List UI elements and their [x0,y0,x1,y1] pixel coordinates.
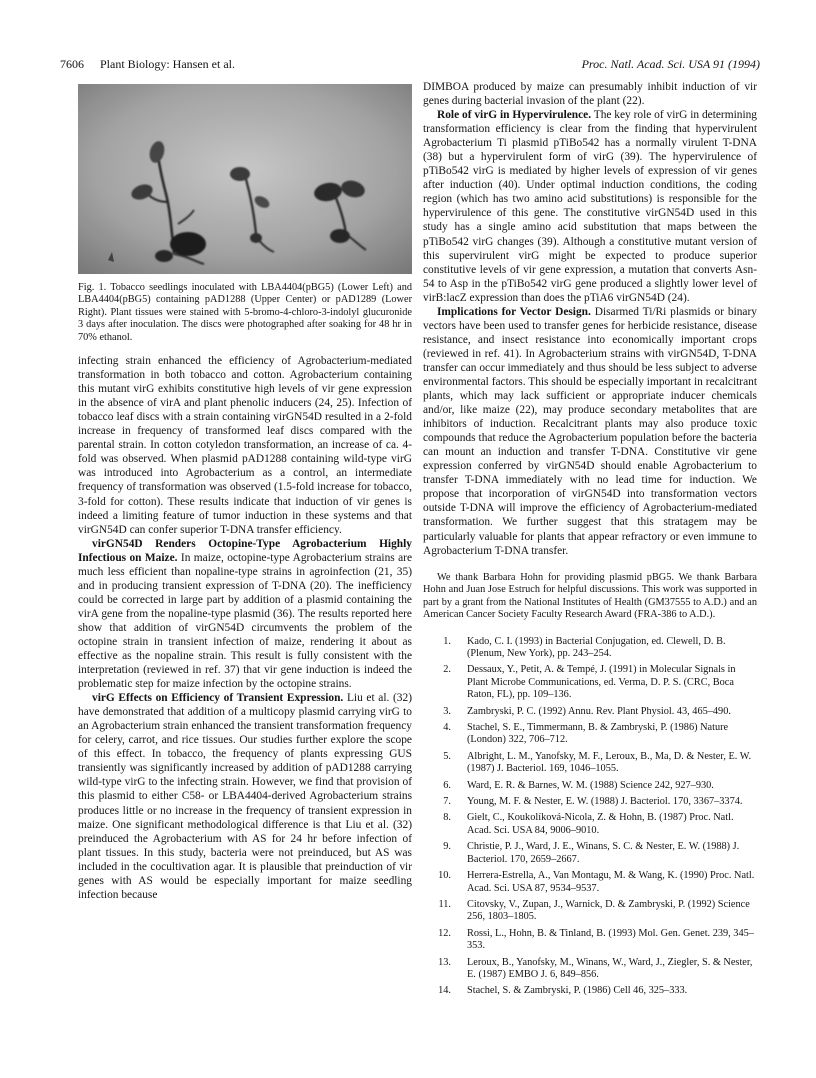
reference-number: 10. [438,870,451,882]
reference-text: Dessaux, Y., Petit, A. & Tempé, J. (1991) in Molecular Signals in Plant Microbe Communications, ed. Verma, D. P. S. (CRC, Boca Raton, FL), pp. 109–136. [467,664,736,701]
reference-item [423,928,757,953]
reference-number: 8. [443,812,451,824]
acknowledgment: We thank Barbara Hohn for providing plasmid pBG5. We thank Barbara Hohn and Juan Jose Estruch for helpful discussions. This work was supported in part by a grant from the National Institutes of Health (GM37555 to A.D.) and an American Cancer Society Faculty Research Award (FRA-386 to A.D.). [423,571,757,621]
reference-number: 11. [438,898,451,910]
section-body: The key role of virG in determining transformation efficiency is clear from the finding that hypervirulent Agrobacterium Ti plasmid pTiBo542 has a normally virulent T-DNA (38) but a hypervirulent form of virG (39). The hypervirulence of pTiBo542 virG is mediated by higher levels of expression of vir genes after induction (40). Under optimal induction conditions, the coding region (which has two amino acid substitutions) is responsible for the hypervirulence of this gene. The constitutive virGN54D used in this study has a single amino acid substitution that maps between the pTiBo542 virG changes (39). Although a constitutive mutant version of this supervirulent virG might be expected to produce superior constitutive levels of vir gene expression, a mutation that converts Asn-54 to Asp in the pTiBo542 virG gene produced a slightly lower level of virB:lacZ expression than does the pTiA6 virGN54D (24). [423,109,757,304]
reference-text: Stachel, S. E., Timmermann, B. & Zambryski, P. (1986) Nature (London) 322, 706–712. [467,722,729,746]
reference-item [423,722,757,747]
reference-number: 2. [443,664,451,676]
section-heading: Implications for Vector Design. [437,305,591,318]
reference-item [423,899,757,924]
page-header [60,56,760,72]
journal-citation: Proc. Natl. Acad. Sci. USA 91 (1994) [581,57,760,71]
reference-text: Gielt, C., Koukolíková-Nicola, Z. & Hohn, B. (1987) Proc. Natl. Acad. Sci. USA 84, 9006–9010. [467,812,734,836]
reference-number: 7. [443,796,451,808]
reference-item [423,664,757,701]
reference-number: 12. [438,927,451,939]
reference-item [423,870,757,895]
page-number: 7606 [60,57,84,71]
reference-text: Herrera-Estrella, A., Van Montagu, M. & Wang, K. (1990) Proc. Natl. Acad. Sci. USA 87, 9534–9537. [467,870,755,894]
reference-item [423,780,757,792]
section-body: Disarmed Ti/Ri plasmids or binary vectors have been used to transfer genes for herbicide resistance, disease resistance, and insect resistance into economically important crops (reviewed in ref. 41). In Agrobacterium strains with virGN54D, T-DNA transfer can occur immediately and thus should be less subject to adverse environmental factors. This should be especially important in recalcitrant plants, which may lack sufficient or appropriate inducer chemicals and/or, like maize (22), may produce secondary metabolites that are inhibitors of induction. Recalcitrant plants may also produce toxic compounds that reduce the Agrobacterium population before the bacteria can mount an induction and transfer T-DNA. Constitutive vir gene expression conferred by virGN54D should enable Agrobacterium to transfer T-DNA immediately with no lead time for induction. We propose that incorporation of virGN54D into transformation vectors outside T-DNA will improve the efficiency of Agrobacterium-mediated transformation. We further suggest that this stratagem may be particularly valuable for plants that appear refractory or even immune to Agrobacterium T-DNA transfer. [423,305,757,557]
reference-number: 6. [443,779,451,791]
figure-1-caption [78,282,412,344]
reference-number: 13. [438,956,451,968]
section-body: In maize, octopine-type Agrobacterium strains are much less efficient than nopaline-type strains in agroinfection (21, 35) and in producing transient expression of T-DNA (20). The inefficiency could be corrected in large part by addition of a plasmid containing the virA gene from the nopaline-type plasmid (36). The results reported here show that addition of virGN54D circumvents the problem of the octopine strain in transient infection of maize, rendering it about as effective as the nopaline strain. This result is fully consistent with the interpretation (reviewed in ref. 37) that vir gene induction is indeed the problematic step for maize infection by the octopine strains. [78,551,413,691]
reference-text: Ward, E. R. & Barnes, W. M. (1988) Science 242, 927–930. [467,779,714,791]
section-heading: virGN54D Renders Octopine-Type Agrobacterium Highly Infectious on Maize. [78,537,412,564]
reference-item [423,751,757,776]
section-vector-design [423,305,757,558]
reference-text: Citovsky, V., Zupan, J., Warnick, D. & Zambryski, P. (1992) Science 256, 1803–1805. [467,898,750,923]
reference-text: Rossi, L., Hohn, B. & Tinland, B. (1993) Mol. Gen. Genet. 239, 345–353. [467,927,754,952]
left-column [78,80,412,902]
section-heading: Role of virG in Hypervirulence. [437,109,592,122]
section-hypervirulence [423,108,757,305]
section-heading: virG Effects on Efficiency of Transient Expression. [92,692,344,705]
reference-number: 4. [443,722,451,734]
body-paragraph: DIMBOA produced by maize can presumably inhibit induction of vir genes during bacterial invasion of the plant (22). [423,81,757,108]
reference-item [423,957,757,982]
figure-caption-text: Tobacco seedlings inoculated with LBA4404(pBG5) (Lower Left) and LBA4404(pBG5) containing pAD1288 (Upper Center) or pAD1289 (Lower Right). Plant tissues were stained with 5-bromo-4-chloro-3-indolyl glucuronide 3 days after inoculation. The discs were photographed after soaking for 48 hr in 70% ethanol. [78,282,412,343]
section-octopine-maize [78,537,412,692]
reference-item [423,985,757,997]
reference-text: Albright, L. M., Yanofsky, M. F., Leroux, B., Ma, D. & Nester, E. W. (1987) J. Bacteriol. 169, 1046–1055. [467,750,752,775]
reference-text: Christie, P. J., Ward, J. E., Winans, S. C. & Nester, E. W. (1988) J. Bacteriol. 170, 2659–2667. [467,841,740,865]
reference-item [423,796,757,808]
seedlings-photograph [78,84,412,274]
reference-item [423,841,757,866]
body-paragraph: infecting strain enhanced the efficiency of Agrobacterium-mediated transformation in both tobacco and cotton. Agrobacterium containing this mutant virG exhibits constitutive high levels of vir gene expression in the absence of virA and plant phenolic inducers (24, 25). Infection of tobacco leaf discs with a strain containing virGN54D resulted in a 2-fold increase in frequency of transformed leaf discs compared with the parental strain. In cotton cotyledon transformation, an increase of ca. 4-fold was observed. When plasmid pAD1288 containing wild-type virG was introduced into Agrobacterium as a control, an intermediate frequency of transformation was observed (1.5-fold increase for tobacco, 3-fold for cotton). These results indicate that induction of vir genes is indeed a limiting feature of tumor induction in these systems and that virGN54D can confer superior T-DNA transfer efficiency. [78,355,412,536]
reference-text: Kado, C. I. (1993) in Bacterial Conjugation, ed. Clewell, D. B. (Plenum, New York), pp. 243–254. [467,635,726,659]
reference-text: Stachel, S. & Zambryski, P. (1986) Cell 46, 325–333. [467,985,688,997]
reference-text: Zambryski, P. C. (1992) Annu. Rev. Plant Physiol. 43, 465–490. [467,705,731,717]
running-title: Plant Biology: Hansen et al. [100,57,235,71]
reference-text: Leroux, B., Yanofsky, M., Winans, W., Ward, J., Ziegler, S. & Nester, E. (1987) EMBO J. 6, 849–856. [467,956,753,980]
figure-1-photo [78,84,412,274]
reference-list [423,636,757,998]
reference-item [423,636,757,661]
reference-number: 14. [438,985,451,997]
reference-item [423,812,757,837]
section-body: Liu et al. (32) have demonstrated that addition of a multicopy plasmid carrying virG to an Agrobacterium strain enhanced the transient transformation frequency for celery, carrot, and rice tissues. Our studies further explore the scope of this effect. In tobacco, the frequency of plants expressing GUS transiently was significantly increased by addition of pAD1288 carrying wild-type virG to the infecting strain. However, we find that provision of this plasmid to either C58- or LBA4404-derived Agrobacterium strains produces little or no increase in the frequency of transient expression in maize. One significant methodological difference is that Liu et al. (32) preinduced the Agrobacterium with AS for 24 hr before infection of plant tissues. In this study, bacteria were not preinduced, but AS was included in the cocultivation agar. It is plausible that preinduction of vir genes with AS would be especially important for maize seedling infection because [78,692,412,901]
reference-text: Young, M. F. & Nester, E. W. (1988) J. Bacteriol. 170, 3367–3374. [467,796,743,808]
reference-number: 3. [443,705,451,717]
reference-number: 9. [443,841,451,853]
figure-label: Fig. 1. [78,282,107,293]
reference-number: 1. [443,635,451,647]
reference-number: 5. [443,750,451,762]
section-transient-expression [78,691,412,902]
right-column [423,80,757,1002]
reference-item [423,706,757,718]
